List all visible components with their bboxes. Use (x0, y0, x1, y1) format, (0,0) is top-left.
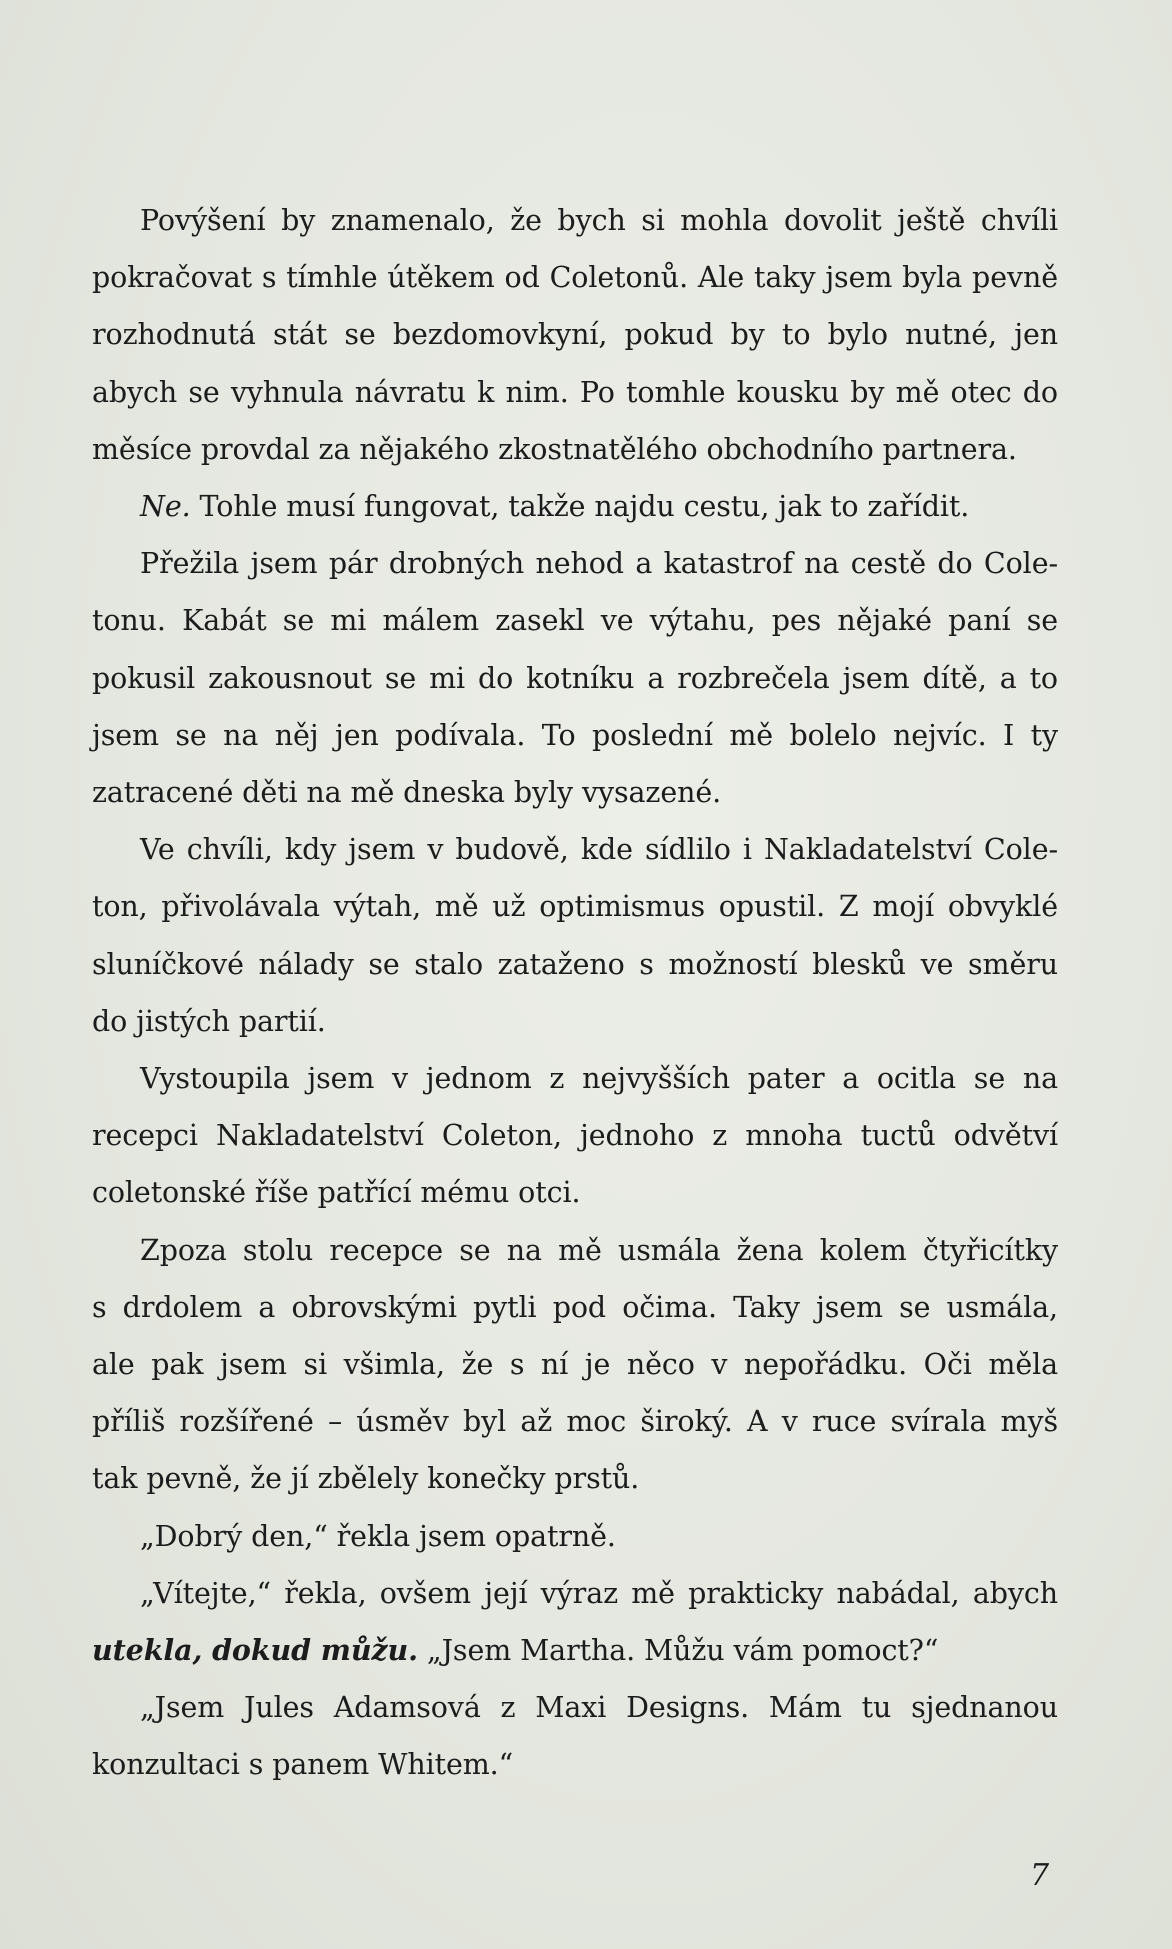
text-line: „Vítejte,“ řekla, ovšem její výraz mě prakticky nabádal, abych (140, 1576, 1058, 1610)
text-line: coletonské říše patřící mému otci. (92, 1176, 581, 1210)
text-line: „Jsem Jules Adamsová z Maxi Designs. Mám tu sjednanou (140, 1691, 1058, 1725)
plain-text: Tohle musí fungovat, takže najdu cestu, jak to zařídit. (190, 490, 970, 524)
text-line: tak pevně, že jí zbělely konečky prstů. (92, 1462, 640, 1496)
plain-text: „Jsem Martha. Můžu vám pomoct?“ (417, 1634, 939, 1668)
text-line: pokusil zakousnout se mi do kotníku a rozbrečela jsem dítě, a to (92, 661, 1058, 695)
text-line: Povýšení by znamenalo, že bych si mohla dovolit ještě chvíli (140, 204, 1058, 237)
text-line: sluníčkové nálady se stalo zataženo s možností blesků ve směru (92, 947, 1058, 981)
text-line: Přežila jsem pár drobných nehod a katastrof na cestě do Cole- (140, 547, 1058, 581)
text-line (92, 1622, 1058, 1679)
text-line: zatracené děti na mě dneska byly vysazené. (92, 776, 722, 810)
text-line: příliš rozšířené – úsměv byl až moc široký. A v ruce svírala myš (92, 1405, 1058, 1439)
text-line: rozhodnutá stát se bezdomovkyní, pokud by to bylo nutné, jen (92, 318, 1058, 352)
bold-text (92, 1633, 418, 1667)
book-page-body (92, 192, 1058, 1794)
text-line: ton, přivolávala výtah, mě už optimismus opustil. Z mojí obvyklé (92, 890, 1058, 924)
text-line: ale pak jsem si všimla, že s ní je něco v nepořádku. Oči měla (92, 1348, 1058, 1382)
text-line: konzultaci s panem Whitem.“ (92, 1748, 514, 1782)
text-line: abych se vyhnula návratu k nim. Po tomhle kousku by mě otec do (92, 375, 1058, 409)
text-line: Zpoza stolu recepce se na mě usmála žena kolem čtyřicítky (140, 1233, 1058, 1267)
text-line: recepci Nakladatelství Coleton, jednoho z mnoha tuctů odvětví (92, 1119, 1058, 1153)
text-line: jsem se na něj jen podívala. To poslední mě bolelo nejvíc. I ty (92, 718, 1058, 752)
bold-italic-text: utekla, dokud můžu. (92, 1633, 418, 1668)
text-line: s drdolem a obrovskými pytli pod očima. Taky jsem se usmála, (92, 1290, 1058, 1324)
text-line: Ve chvíli, kdy jsem v budově, kde sídlilo i Nakladatelství Cole- (140, 833, 1058, 867)
italic-text: Ne. (140, 490, 191, 524)
text-line: měsíce provdal za nějakého zkostnatělého obchodního partnera. (92, 432, 1017, 466)
page-number: 7 (1030, 1858, 1050, 1893)
text-line (92, 478, 1058, 535)
text-line: do jistých partií. (92, 1004, 326, 1038)
body-text (92, 192, 1058, 1794)
text-line: „Dobrý den,“ řekla jsem opatrně. (140, 1519, 616, 1553)
text-line: Vystoupila jsem v jednom z nejvyšších pater a ocitla se na (140, 1062, 1058, 1096)
text-line: pokračovat s tímhle útěkem od Coletonů. Ale taky jsem byla pevně (92, 261, 1058, 295)
text-line: tonu. Kabát se mi málem zasekl ve výtahu, pes nějaké paní se (92, 604, 1058, 638)
